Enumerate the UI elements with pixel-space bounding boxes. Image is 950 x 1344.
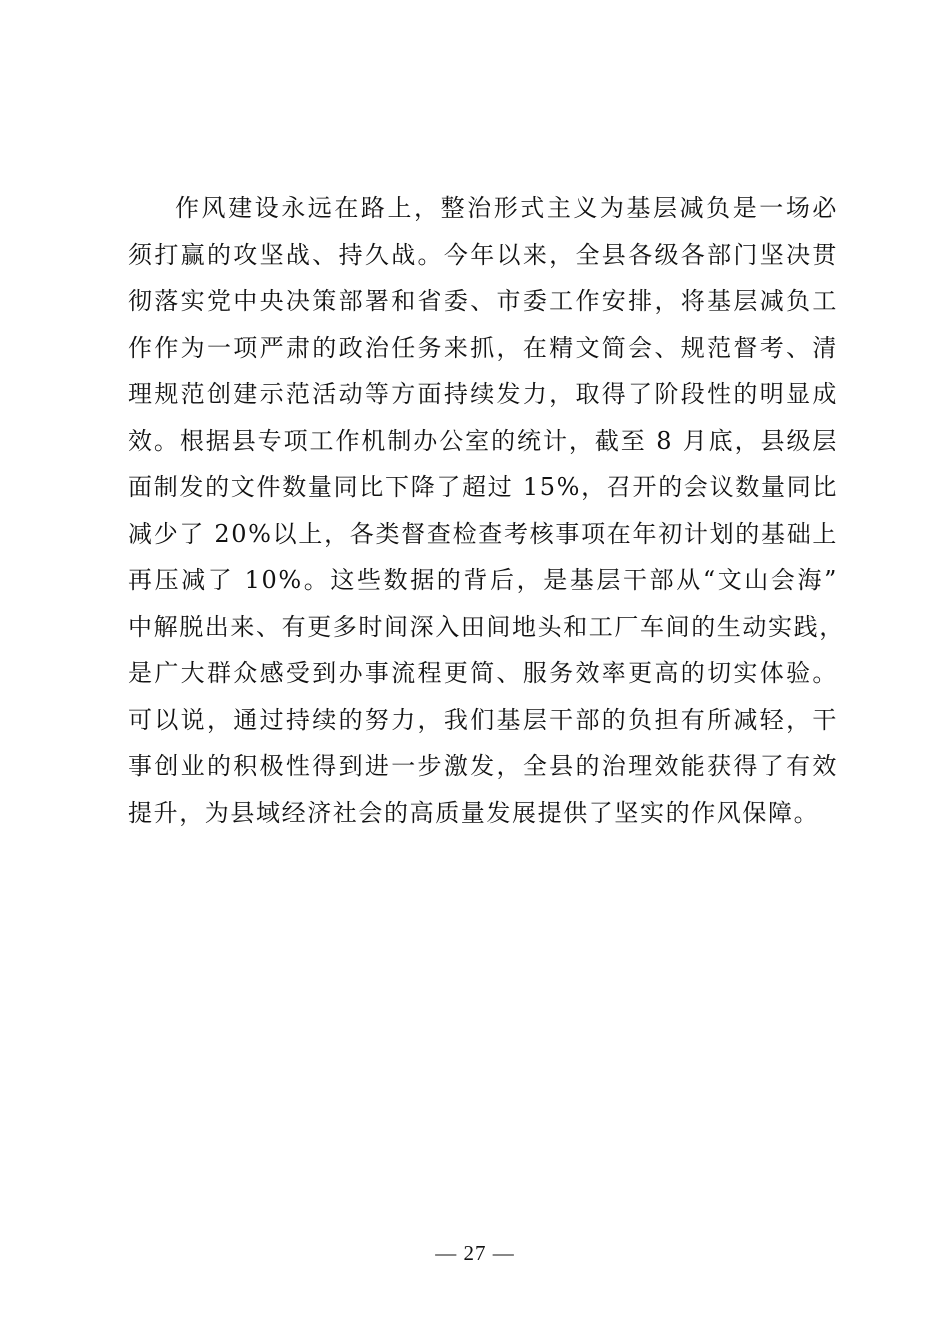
paragraph-line-14: 提升，为县域经济社会的高质量发展提供了坚实的作风保障。	[128, 798, 820, 827]
body-paragraph	[128, 185, 845, 836]
paragraph-line-10: 中解脱出来、有更多时间深入田间地头和工厂车间的生动实践，	[128, 612, 845, 641]
page-number: — 27 —	[435, 1241, 515, 1265]
paragraph-line-9: 再压减了 10%。这些数据的背后，是基层干部从“文山会海”	[128, 566, 838, 594]
paragraph-line-1: 作风建设永远在路上，整治形式主义为基层减负是一场必	[175, 194, 838, 222]
paragraph-line-3: 彻落实党中央决策部署和省委、市委工作安排，将基层减负工	[128, 287, 838, 315]
paragraph-line-8: 减少了 20%以上，各类督查检查考核事项在年初计划的基础上	[128, 519, 838, 548]
paragraph-line-2: 须打赢的攻坚战、持久战。今年以来，全县各级各部门坚决贯	[128, 240, 838, 269]
paragraph-line-4: 作作为一项严肃的政治任务来抓，在精文简会、规范督考、清	[128, 333, 838, 362]
paragraph-line-6: 效。根据县专项工作机制办公室的统计，截至 8 月底，县级层	[128, 426, 838, 455]
paragraph-line-7: 面制发的文件数量同比下降了超过 15%，召开的会议数量同比	[128, 473, 838, 501]
paragraph-line-13: 事创业的积极性得到进一步激发，全县的治理效能获得了有效	[128, 752, 838, 780]
paragraph-line-11: 是广大群众感受到办事流程更简、服务效率更高的切实体验。	[128, 659, 838, 687]
paragraph-line-5: 理规范创建示范活动等方面持续发力，取得了阶段性的明显成	[128, 380, 838, 408]
paragraph-line-12: 可以说，通过持续的努力，我们基层干部的负担有所减轻，干	[128, 705, 838, 734]
